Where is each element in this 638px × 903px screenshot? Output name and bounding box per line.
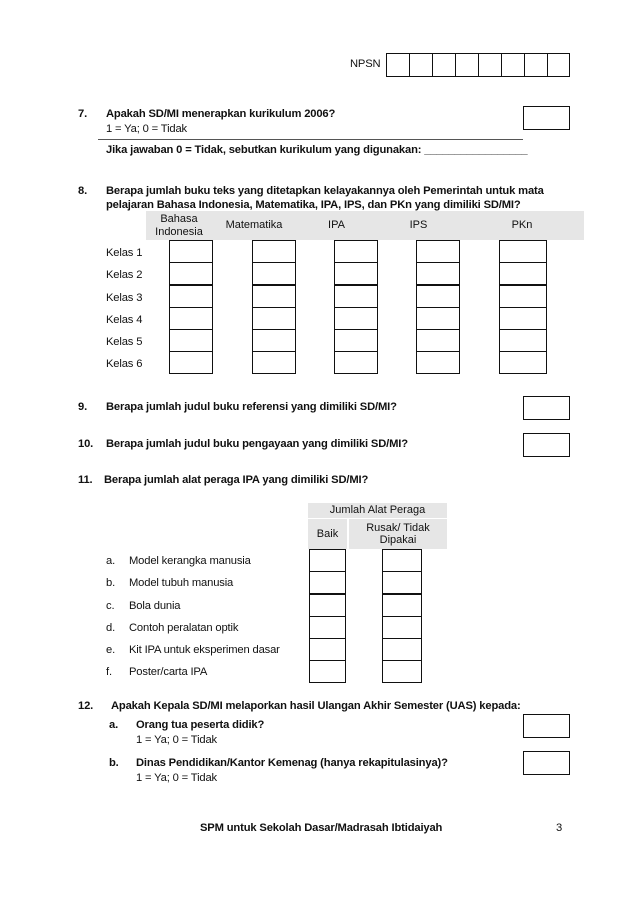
q11-baik-cell[interactable] [309,594,346,617]
q9-answer-box[interactable] [523,396,570,420]
q7-hint: 1 = Ya; 0 = Tidak [106,123,187,135]
q8-input-cell[interactable] [252,351,296,374]
q8-input-cell[interactable] [334,240,378,263]
q12b-hint: 1 = Ya; 0 = Tidak [136,772,217,784]
q8-row-label: Kelas 5 [106,336,143,348]
q11-item-letter: e. [106,644,116,656]
q7-number: 7. [78,108,88,120]
q11-rusak-cell[interactable] [382,594,422,617]
q11-item-letter: f. [106,666,112,678]
q12-number: 12. [78,700,94,712]
q8-input-cell[interactable] [169,329,213,352]
q11-item-label: Contoh peralatan optik [129,622,239,634]
q11-item-label: Bola dunia [129,600,181,612]
q8-input-cell[interactable] [252,329,296,352]
q11-item-label: Model kerangka manusia [129,555,251,567]
q11-rusak-cell[interactable] [382,549,422,572]
q11-item-label: Model tubuh manusia [129,577,234,589]
npsn-digit-divider [455,53,456,77]
q8-input-cell[interactable] [334,329,378,352]
q8-input-cell[interactable] [252,307,296,330]
q10-number: 10. [78,438,94,450]
q8-input-cell[interactable] [499,351,547,374]
q11-col-baik: Baik [308,519,347,549]
q12b-label: Dinas Pendidikan/Kantor Kemenag (hanya rekapitulasinya)? [136,757,448,769]
footer-title: SPM untuk Sekolah Dasar/Madrasah Ibtidaiyah [200,822,443,834]
q12b-answer-box[interactable] [523,751,570,775]
q11-item-label: Kit IPA untuk eksperimen dasar [129,644,280,656]
npsn-digit-divider [409,53,410,77]
q11-item-letter: b. [106,577,116,589]
q8-header-cell: Matematika [225,219,283,232]
q8-question-line2: pelajaran Bahasa Indonesia, Matematika, IPA, IPS, dan PKn yang dimiliki SD/MI? [106,199,521,211]
q11-col-rusak: Rusak/ Tidak Dipakai [349,519,447,549]
q12a-answer-box[interactable] [523,714,570,738]
q8-input-cell[interactable] [334,351,378,374]
q8-input-cell[interactable] [169,351,213,374]
q8-number: 8. [78,185,88,197]
q8-header-cell: PKn [511,219,533,232]
q8-row-label: Kelas 2 [106,269,143,281]
q8-input-cell[interactable] [499,285,547,308]
page-number: 3 [556,822,563,834]
q12a-hint: 1 = Ya; 0 = Tidak [136,734,217,746]
q11-item-letter: c. [106,600,115,612]
q9-question: Berapa jumlah judul buku referensi yang dimiliki SD/MI? [106,401,397,413]
q10-question: Berapa jumlah judul buku pengayaan yang dimiliki SD/MI? [106,438,408,450]
q8-input-cell[interactable] [499,329,547,352]
q11-baik-cell[interactable] [309,571,346,594]
q12b-letter: b. [109,757,119,769]
npsn-digit-divider [501,53,502,77]
q8-header-cell: Bahasa Indonesia [155,213,203,238]
q8-input-cell[interactable] [252,285,296,308]
q8-row-label: Kelas 1 [106,247,143,259]
q12a-letter: a. [109,719,119,731]
q11-number: 11. [78,474,93,486]
q8-input-cell[interactable] [252,262,296,285]
q11-baik-cell[interactable] [309,616,346,639]
q8-header-cell: IPS [409,219,428,232]
q7-answer-box[interactable] [523,106,570,130]
q8-input-cell[interactable] [334,262,378,285]
q8-input-cell[interactable] [334,307,378,330]
q8-header-cell: IPA [328,219,345,232]
q11-rusak-cell[interactable] [382,660,422,683]
npsn-digit-divider [524,53,525,77]
q7-question: Apakah SD/MI menerapkan kurikulum 2006? [106,108,336,120]
q8-input-cell[interactable] [169,240,213,263]
q8-row-label: Kelas 3 [106,292,143,304]
q11-rusak-cell[interactable] [382,571,422,594]
npsn-digit-divider [478,53,479,77]
q12-question: Apakah Kepala SD/MI melaporkan hasil Ulangan Akhir Semester (UAS) kepada: [111,700,521,712]
q8-row-label: Kelas 4 [106,314,143,326]
q8-input-cell[interactable] [416,329,460,352]
q8-input-cell[interactable] [499,240,547,263]
q8-input-cell[interactable] [416,351,460,374]
q7-divider [98,139,523,140]
q7-followup[interactable]: Jika jawaban 0 = Tidak, sebutkan kurikulum yang digunakan: _________________ [106,144,528,156]
q8-input-cell[interactable] [499,262,547,285]
q11-item-label: Poster/carta IPA [129,666,208,678]
q8-input-cell[interactable] [169,285,213,308]
q8-input-cell[interactable] [334,285,378,308]
q8-input-cell[interactable] [416,262,460,285]
q8-input-cell[interactable] [252,240,296,263]
q8-input-cell[interactable] [169,307,213,330]
q11-baik-cell[interactable] [309,549,346,572]
q8-input-cell[interactable] [499,307,547,330]
npsn-digit-divider [547,53,548,77]
q11-group-header: Jumlah Alat Peraga [308,503,447,518]
q11-baik-cell[interactable] [309,638,346,661]
q12a-label: Orang tua peserta didik? [136,719,265,731]
q8-row-label: Kelas 6 [106,358,143,370]
q11-rusak-cell[interactable] [382,616,422,639]
npsn-label: NPSN [350,58,381,70]
q10-answer-box[interactable] [523,433,570,457]
q11-baik-cell[interactable] [309,660,346,683]
q8-input-cell[interactable] [416,240,460,263]
q11-question: Berapa jumlah alat peraga IPA yang dimiliki SD/MI? [104,474,369,486]
q11-rusak-cell[interactable] [382,638,422,661]
q8-input-cell[interactable] [169,262,213,285]
npsn-digit-divider [432,53,433,77]
q8-input-cell[interactable] [416,307,460,330]
q11-item-letter: a. [106,555,116,567]
q8-input-cell[interactable] [416,285,460,308]
q8-question-line1: Berapa jumlah buku teks yang ditetapkan kelayakannya oleh Pemerintah untuk mata [106,185,544,197]
q11-item-letter: d. [106,622,116,634]
q9-number: 9. [78,401,88,413]
